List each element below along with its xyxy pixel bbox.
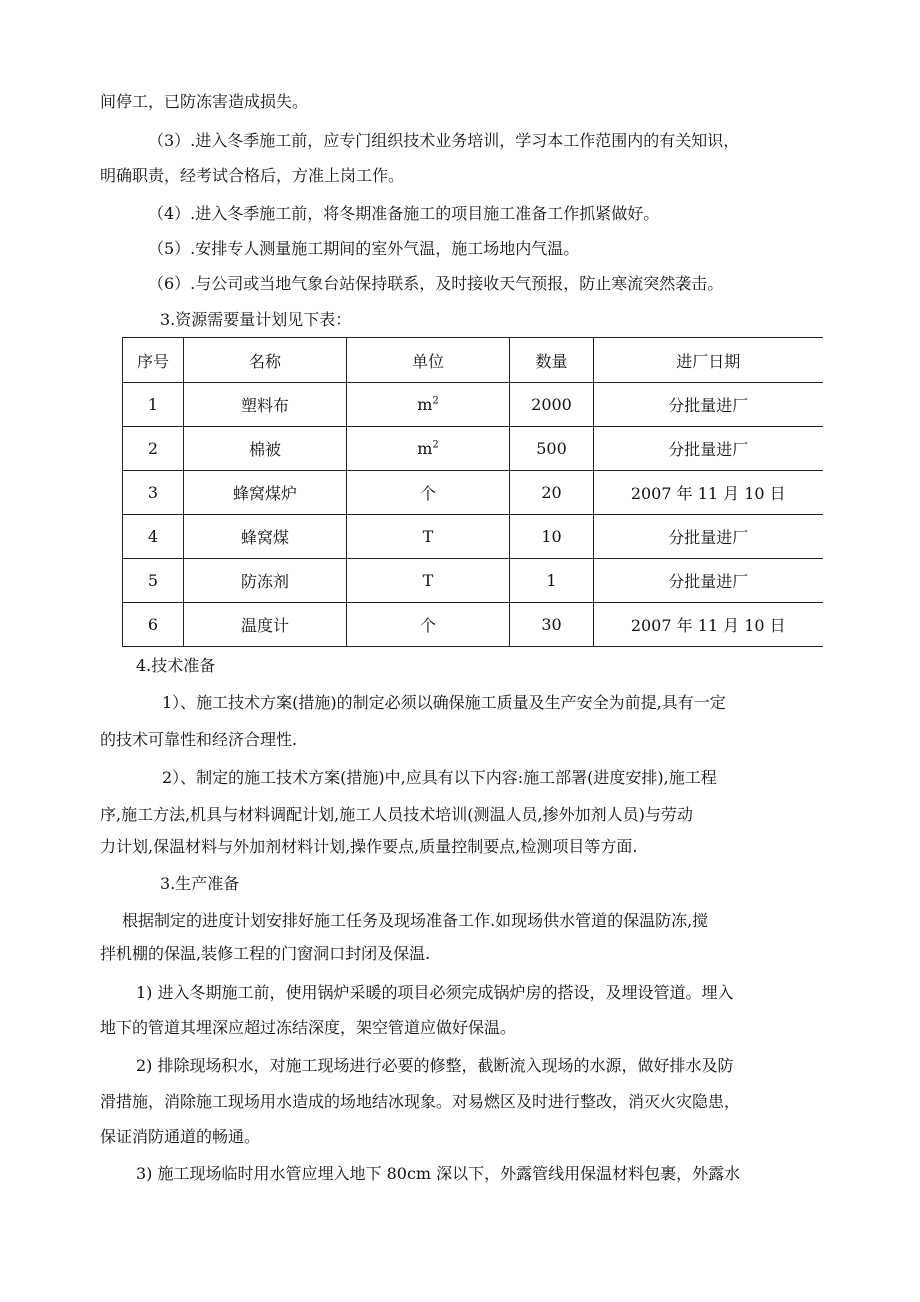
- paragraph-line: 间停工，已防冻害造成损失。: [100, 92, 309, 111]
- cell-no: 4: [123, 515, 184, 559]
- cell-qty: 20: [510, 471, 594, 515]
- paragraph-line: 力计划,保温材料与外加剂材料计划,操作要点,质量控制要点,检测项目等方面.: [100, 837, 638, 856]
- cell-unit: [347, 383, 510, 427]
- cell-name: 塑料布: [184, 383, 347, 427]
- header-cell: 单位: [347, 338, 510, 383]
- paragraph-line: 明确职责，经考试合格后，方准上岗工作。: [100, 166, 405, 185]
- cell-date: 2007 年 11 月 10 日: [594, 471, 823, 515]
- list-item-2: 2) 排除现场积水，对施工现场进行必要的修整，截断流入现场的水源，做好排水及防: [136, 1056, 734, 1075]
- cell-date: 分批量进厂: [594, 383, 823, 427]
- unit-text: m: [417, 439, 433, 458]
- table-header-row: [123, 338, 823, 383]
- cell-name: 棉被: [184, 427, 347, 471]
- paragraph-line: 保证消防通道的畅通。: [100, 1127, 261, 1146]
- list-item-1: 1) 进入冬期施工前，使用锅炉采暖的项目必须完成锅炉房的搭设，及埋设管道。埋入: [136, 983, 734, 1002]
- header-cell: 名称: [184, 338, 347, 383]
- table-row: [123, 515, 823, 559]
- paragraph-line: 滑措施，消除施工现场用水造成的场地结冰现象。对易燃区及时进行整改，消灭火灾隐患，: [100, 1092, 741, 1111]
- header-cell: 序号: [123, 338, 184, 383]
- table-row: [123, 471, 823, 515]
- list-item-3: （3）.进入冬季施工前，应专门组织技术业务培训，学习本工作范围内的有关知识，: [148, 131, 740, 150]
- paragraph-line: 根据制定的进度计划安排好施工任务及现场准备工作.如现场供水管道的保温防冻,搅: [122, 911, 709, 930]
- cell-date: 分批量进厂: [594, 559, 823, 603]
- paragraph-line: 地下的管道其埋深应超过冻结深度，架空管道应做好保温。: [100, 1018, 517, 1037]
- cell-name: 防冻剂: [184, 559, 347, 603]
- cell-unit: T: [347, 559, 510, 603]
- cell-unit: T: [347, 515, 510, 559]
- cell-qty: 30: [510, 603, 594, 647]
- list-item-5: （5）.安排专人测量施工期间的室外气温，施工场地内气温。: [148, 239, 580, 258]
- cell-name: 蜂窝煤炉: [184, 471, 347, 515]
- cell-no: 5: [123, 559, 184, 603]
- cell-qty: 10: [510, 515, 594, 559]
- cell-date: 2007 年 11 月 10 日: [594, 603, 823, 647]
- header-cell: 数量: [510, 338, 594, 383]
- list-item-3: 3) 施工现场临时用水管应埋入地下 80cm 深以下，外露管线用保温材料包裹，外露水: [136, 1164, 741, 1183]
- cell-date: 分批量进厂: [594, 515, 823, 559]
- cell-name: 蜂窝煤: [184, 515, 347, 559]
- section-heading-tech: 4.技术准备: [136, 656, 216, 675]
- section-heading-production: 3.生产准备: [160, 874, 240, 893]
- cell-no: 3: [123, 471, 184, 515]
- table-row: [123, 427, 823, 471]
- cell-no: 2: [123, 427, 184, 471]
- cell-unit: 个: [347, 471, 510, 515]
- table-caption: 3.资源需要量计划见下表：: [160, 310, 352, 329]
- cell-qty: 2000: [510, 383, 594, 427]
- cell-date: 分批量进厂: [594, 427, 823, 471]
- table-row: [123, 383, 823, 427]
- unit-text: m: [417, 395, 433, 414]
- paragraph-line: 的技术可靠性和经济合理性.: [100, 730, 298, 749]
- paragraph-line: 序,施工方法,机具与材料调配计划,施工人员技术培训(测温人员,掺外加剂人员)与劳动: [100, 805, 693, 824]
- list-item-4: （4）.进入冬季施工前，将冬期准备施工的项目施工准备工作抓紧做好。: [148, 204, 660, 223]
- cell-name: 温度计: [184, 603, 347, 647]
- cell-no: 1: [123, 383, 184, 427]
- cell-qty: 1: [510, 559, 594, 603]
- paragraph-line: 拌机棚的保温,装修工程的门窗洞口封闭及保温.: [100, 944, 431, 963]
- unit-superscript: 2: [432, 439, 439, 451]
- cell-unit: [347, 427, 510, 471]
- cell-no: 6: [123, 603, 184, 647]
- paragraph-line: 1）、施工技术方案(措施)的制定必须以确保施工质量及生产安全为前提,具有一定: [162, 693, 726, 712]
- unit-superscript: 2: [432, 395, 439, 407]
- table-row: [123, 603, 823, 647]
- cell-qty: 500: [510, 427, 594, 471]
- list-item-6: （6）.与公司或当地气象台站保持联系，及时接收天气预报，防止寒流突然袭击。: [148, 274, 724, 293]
- cell-unit: 个: [347, 603, 510, 647]
- resource-table: [122, 337, 823, 647]
- paragraph-line: 2）、制定的施工技术方案(措施)中,应具有以下内容:施工部署(进度安排),施工程: [162, 768, 717, 787]
- table-row: [123, 559, 823, 603]
- header-cell: 进厂日期: [594, 338, 823, 383]
